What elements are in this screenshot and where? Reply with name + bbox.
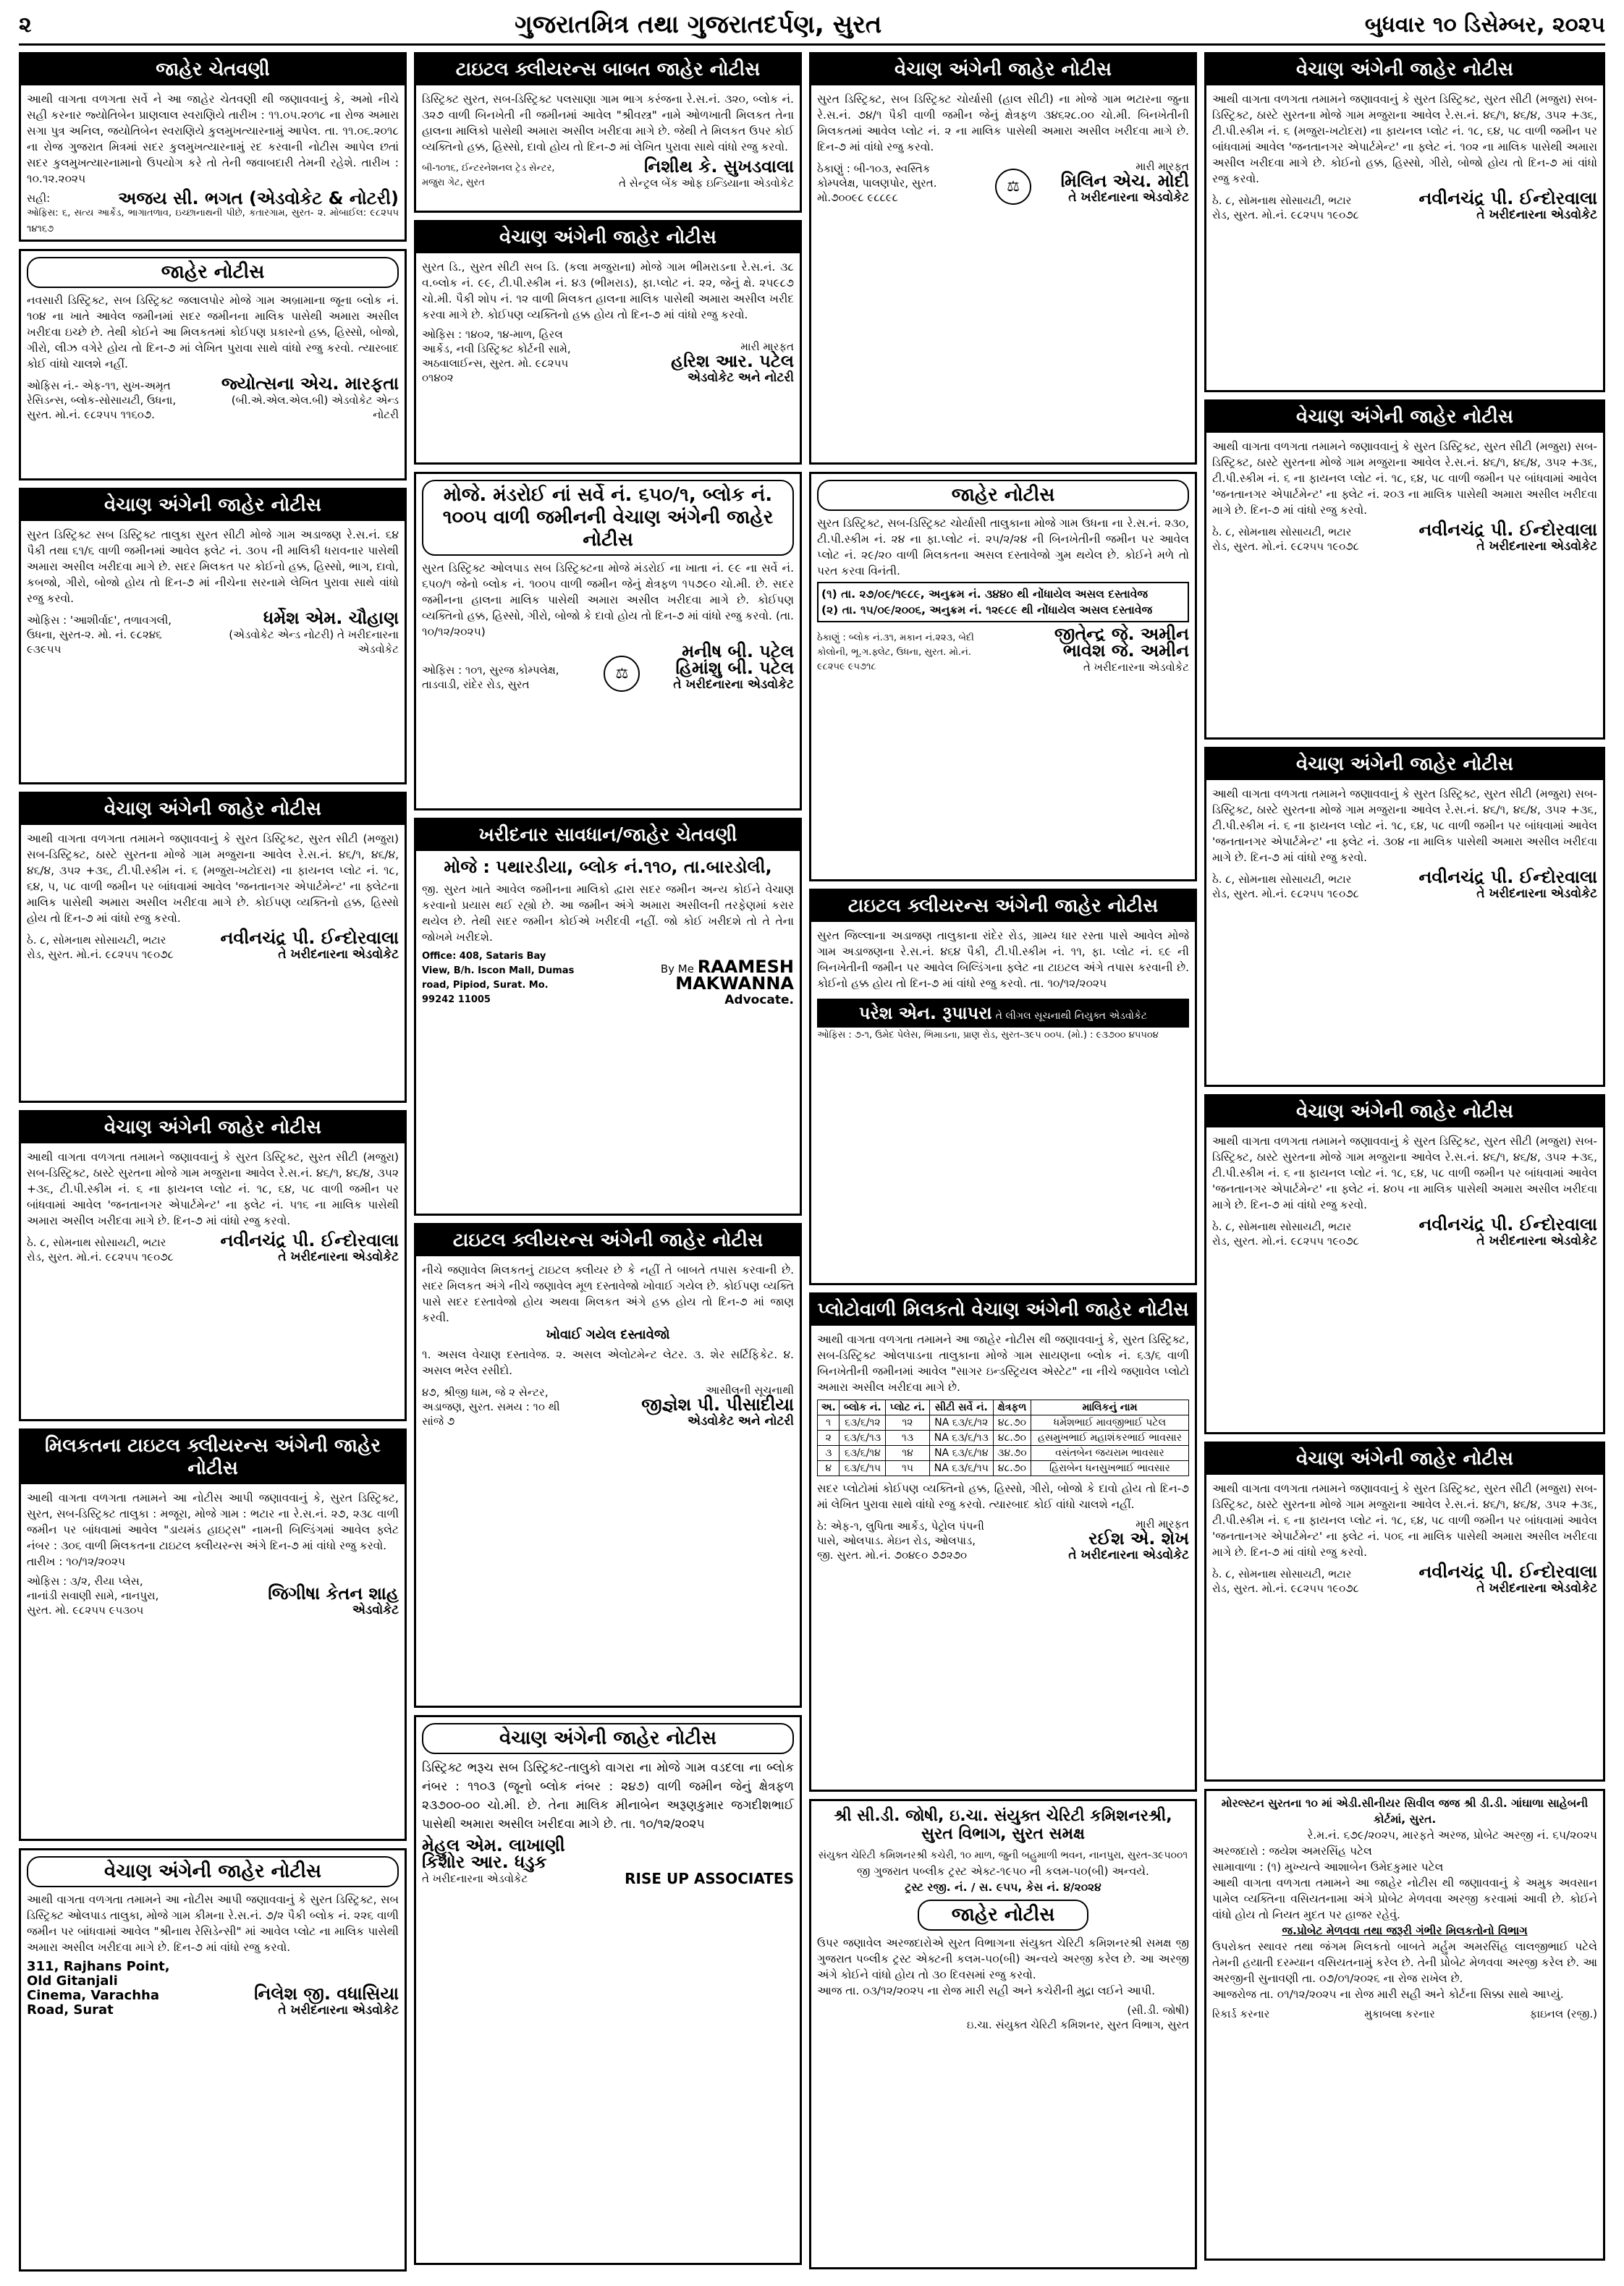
signer-name: ધર્મેશ એમ. ચૌહાણ (263, 608, 399, 628)
office-address: ઓફિસ : 'આશીર્વાદ', તળાવગલી, ઉધના, સુરત-૨. મો. નં. ૯૮૨૪૬ ૯૩૯૫૫ (27, 614, 172, 656)
scales-logo: ⚖ (604, 656, 640, 692)
office-address: ઠે. ૮, સોમનાથ સોસાયટી, ભટાર રોડ, સુરત. મો.નં. ૯૮૨૫૫ ૧૯૦૭૮ (1212, 1567, 1359, 1595)
notice-sale (1204, 1442, 1605, 1782)
notice-body: ડિસ્ટ્રિક્ટ ભરૂચ સબ ડિસ્ટ્રિક્ટ-તાલુકો વાગરા ના મોજે ગામ વડદલા ના બ્લોક નંબર : ૧૧૦૩ (જૂનો બ્લોક નંબર : ૨૪૭) વાળી જમીન જેનું ક્ષેત્રફળ ૨૩૭૦૦-૦૦ ચો.મી. છે. તેના માલિક મીનાબેન અરૂણકુમાર જગદીશભાઈ પાસેથી અમારા અસીલ ખરીદવા માગે છે. તા. ૧૦/૧૨/૨૦૨૫ (422, 1761, 794, 1832)
signer-name: જિગીષા કેતન શાહ (268, 1583, 399, 1604)
notice-title: જાહેર નોટીસ (817, 480, 1189, 511)
table-cell: ૧૨ (886, 1415, 929, 1431)
notice-sale (19, 1848, 407, 2272)
notice-body: જી. સુરત ખાતે આવેલ જમીનના માલિકો દ્વારા સદર જમીન અન્ય કોઈને વેચાણ કરવાનો પ્રયાસ થઈ રહ્યો છે. આ જમીન અંગે અમારા અસીલની તરફેણમાં કરાર થયેલ છે. તેથી સદર જમીન કોઈએ ખરીદવી નહીં. જો કોઈ ખરીદશે તો તે તેના જોખમે ખરીદશે. (422, 883, 794, 944)
signer-role: એડવોકેટ અને નોટરી (688, 1414, 794, 1428)
signer-name: નવીનચંદ્ર પી. ઈન્દોરવાલા (1418, 1562, 1597, 1582)
signer-role: તે ખરીદનારના એડવોકેટ (1476, 1234, 1597, 1248)
notice-title: વેચાણ અંગેની જાહેર નોટીસ (1206, 1444, 1603, 1475)
table-cell: ૬૩/૬/૧૪ (840, 1446, 886, 1461)
signer-role: તે સેન્ટ્રલ બેંક ઓફ ઇન્ડિયાના એડવોકેટ (618, 177, 794, 190)
footer-mid: મુકાબલા કરનાર (1364, 2007, 1435, 2020)
notice-public (809, 472, 1197, 881)
office-address: ઠેકાણું : બ્લોક નં.૩૧, મકાન નં.૨૨૩, બેદી કોલોની, ભૂ.ગ.ફ્લેટ, ઉધના, સુરત. મો.નં. ૯૮૨૫૯ ૯૫૭૧૮ (817, 632, 974, 672)
signer-name: મિલિન એચ. મોદી (1060, 171, 1189, 191)
signer-name: પરેશ એન. રૂપાપરા (858, 1003, 992, 1023)
lost-docs-list: ૧. અસલ વેચાણ દસ્તાવેજ. ૨. અસલ એલોટમેન્ટ લેટર. ૩. શેર સર્ટિફિકેટ. ૪. અસલ ભરેલ રસીદો. (422, 1348, 794, 1377)
signer-role: ઇ.ચા. સંયુક્ત ચેરિટી કમિશનર, સુરત વિભાગ, સુરત (966, 2018, 1189, 2031)
notice-body: સુરત જિલ્લાના અડાજણ તાલુકાના રાંદેર રોડ, ગ્રામ્ય ધાર રસ્તા પાસે આવેલ મોજે ગામ અડાજણના રે.સ.નં. ૪૬૪ પૈકી, ટી.પી.સ્કીમ નં. ૧૧, ફા. પ્લોટ નં. ૬૯ ની બિનખેતીની જમીન પર આવેલ બિલ્ડિંગના ફ્લેટ ના ટાઇટલ અંગે તપાસ કરવાની છે. કોઈનો હક્ક હોય તો દિન-૭ માં વાંધો રજુ કરવો. તા. ૧૦/૧૨/૨૦૨૫ (817, 929, 1189, 990)
notice-title-clearance (414, 1223, 802, 1708)
section-title: જ.પ્રોબેટ મેળવવા તથા જરૂરી ગંભીર મિલકતોનો વિભાગ (1282, 1924, 1528, 1937)
table-cell: ૬૩/૬/૧૩ (840, 1431, 886, 1446)
notice-body: આથી વાગતા વળગતા તમામને આ જાહેર નોટીસ થી જણાવવાનું કે અમુક અવસાન પામેલ વ્યક્તિના વસિયતનામા અંગે પ્રોબેટ મેળવવા અરજી કરવામાં આવી છે. કોઈને વાંધો હોય તો નિયત મુદત પર હાજર રહેવું. (1212, 1876, 1597, 1921)
signer-name: રઈશ એ. શેખ (1088, 1528, 1189, 1549)
notice-body: આથી વાગતા વળગતા તમામને જણાવવાનું કે સુરત ડિસ્ટ્રિક્ટ, સુરત સીટી (મજુરા) સબ-ડિસ્ટ્રિક્ટ, ઠાસ્ટે સુરતના મોજે ગામ મજુરાના આવેલ રે.સ.નં. ૪૬/૧, ૪૬/૪, ૩૫૨ +૩૬, ટી.પી.સ્કીમ નં. ૬ ના ફાયનલ પ્લોટ નં. ૧૮, ૬૪, ૫૮ વાળી જમીન પર બાંધવામાં આવેલ 'જનતાનગર એપાર્ટમેન્ટ' ના ફ્લેટ નં. ૩૦૪ ના માલિક પાસેથી અમારા અસીલ ખરીદવા માગે છે. દિન-૭ માં વાંધો રજુ કરવો. (1212, 787, 1597, 864)
notice-public-warning (19, 52, 407, 242)
signer-role: Advocate. (724, 993, 794, 1007)
signer-role: તે ખરીદનારના એડવોકેટ (422, 1872, 528, 1885)
table-cell: ૩ (818, 1446, 840, 1461)
signer-name-2: ભાવેશ જે. અમીન (1062, 640, 1189, 661)
notice-sale (1204, 52, 1605, 392)
signer-prefix: આસીલની સૂચનાથી (706, 1384, 794, 1397)
table-cell: ૪૮.૭૦ (993, 1461, 1031, 1476)
issue-date: બુધવાર ૧૦ ડિસેમ્બર, ૨૦૨૫ (1364, 12, 1605, 38)
lost-docs-title: ખોવાઈ ગયેલ દસ્તાવેજો (546, 1327, 670, 1342)
notice-sale (1204, 747, 1605, 1087)
table-row (818, 1415, 1189, 1431)
applicant: અરજદારો : જયેશ અમરસિંહ પટેલ (1212, 1845, 1372, 1858)
table-cell: NA ૬૩/૬/૧૩ (929, 1431, 993, 1446)
respondent: સામાવાળા : (૧) મુખ્યત્વે આશાબેન ઉમેદકુમાર પટેલ (1212, 1860, 1444, 1874)
footer-right: ફાઇનલ (રજી.) (1529, 2007, 1597, 2020)
column-3 (809, 52, 1197, 2277)
signer-name: અજય સી. ભગત (એડવોકેટ & નોટરી) (118, 188, 399, 208)
notice-title: જાહેર ચેતવણી (21, 54, 405, 85)
notice-title: ટાઇટલ ક્લીયરન્સ અંગેની જાહેર નોટીસ (416, 1225, 800, 1256)
signer-role: તે ખરીદનારના એડવોકેટ (1476, 1581, 1597, 1596)
notice-date: આજરોજ તા. ૦૧/૧૨/૨૦૨૫ ના રોજ મારી સહી અને કોર્ટના સિક્કા સાથે આપ્યું. (1212, 1988, 1564, 2001)
office-address: ઠે. ૮, સોમનાથ સોસાયટી, ભટાર રોડ, સુરત. મો.નં. ૯૮૨૫૫ ૧૯૦૭૮ (27, 1236, 174, 1263)
company-logo: RISE UP ASSOCIATES (625, 1870, 794, 1887)
notice-plots-sale (809, 1292, 1197, 1792)
notice-body: નીચે જણાવેલ મિલકતનું ટાઇટલ ક્લીયર છે કે નહીં તે બાબતે તપાસ કરવાની છે. સદર મિલકત અંગે નીચે જણાવેલ મૂળ દસ્તાવેજો ખોવાઈ ગયેલ છે. કોઈપણ વ્યક્તિ પાસે સદર દસ્તાવેજો હોય અથવા મિલકત અંગે હક્ક હોય તો દિન-૭ માં જાણ કરવી. (422, 1263, 794, 1324)
signer-role: તે ખરીદનારના એડવોકેટ (1068, 190, 1189, 205)
signer-role: તે ખરીદનારના એડવોકેટ (1476, 886, 1597, 901)
notice-sale (19, 792, 407, 1103)
notice-sale (19, 1110, 407, 1421)
table-row (818, 1446, 1189, 1461)
signer-role: એડવોકેટ અને નોટરી (688, 371, 794, 385)
signer-name: જીજ્ઞેશ પી. પીસાદીયા (641, 1394, 794, 1415)
lost-doc-1: (૧) તા. ૨૭/૦૯/૧૯૮૯, અનુક્રમ નં. ૩૪૪૦ થી નોંધાયેલ અસલ દસ્તાવેજ (821, 588, 1149, 601)
signer-name: (સી.ડી. જોષી) (1127, 2004, 1189, 2017)
page-number: ૨ (19, 12, 32, 38)
notice-title: મિલકતના ટાઇટલ ક્લીયરન્સ અંગેની જાહેર નોટીસ (21, 1431, 405, 1484)
notice-body: આથી વાગતા વળગતા તમામને આ જાહેર નોટીસ થી જણાવવાનું કે, સુરત ડિસ્ટ્રિક્ટ, સબ-ડિસ્ટ્રિક્ટ ઓલપાડના તાલુકાના મોજે ગામ સાયણના બ્લોક નં. ૬૩/૬ વાળી બિનખેતીની જમીનમાં આવેલ "સાગર ઇન્ડસ્ટ્રિયલ એસ્ટેટ" ના નીચે જણાવેલ પ્લોટો અમારા અસીલ ખરીદવા માગે છે. (817, 1333, 1189, 1394)
notice-title: વેચાણ અંગેની જાહેર નોટીસ (422, 1723, 794, 1754)
notice-body: આથી વાગતા વળગતા તમામને જણાવવાનું કે સુરત ડિસ્ટ્રિક્ટ, સુરત સીટી (મજુરા) સબ-ડિસ્ટ્રિક્ટ, ઠાસ્ટે સુરતના મોજે ગામ મજુરાના આવેલ રે.સ.નં. ૪૬/૧, ૪૬/૪, ૩૫૨ +૩૬, ટી.પી.સ્કીમ નં. ૬ ના ફાયનલ પ્લોટ નં. ૧૮, ૬૪, ૫૮ વાળી જમીન પર બાંધવામાં આવેલ 'જનતાનગર એપાર્ટમેન્ટ' ના ફ્લેટ નં. ૫૧૬ ના માલિક પાસેથી અમારા અસીલ ખરીદવા માગે છે. દિન-૭ માં વાંધો રજુ કરવો. (27, 1151, 399, 1227)
notice-title-clearance (414, 52, 802, 213)
notice-title: ટાઇટલ ક્લીયરન્સ અંગેની જાહેર નોટીસ (811, 891, 1195, 922)
signer-name: હરિશ આર. પટેલ (671, 351, 794, 371)
notice-title: વેચાણ અંગેની જાહેર નોટીસ (1206, 1096, 1603, 1127)
notice-body: સુરત ડિસ્ટ્રિક્ટ સબ ડિસ્ટ્રિક્ટ તાલુકા સુરત સીટી મોજે ગામ અડાજણ રે.સ.નં. ૬૪ પૈકી તથા ૬૧/૬ વાળી જમીનમાં આવેલ ફ્લેટ નં. ૩૦૫ ની માલિકી ધરાવનાર પાસેથી અમારા અસીલ ખરીદવા માગે છે. સદર મિલકત પર કોઈનો હક્ક, હિસ્સો, ભાગ, દાવો, કબજો, ગીરો, બોજો હોય તો દિન-૭ માં નીચેના સરનામે લેખિત પુરાવા સાથે વાંધો રજુ કરવો. (27, 528, 399, 605)
signer-prefix: મારી મારફત (1135, 1517, 1189, 1531)
notice-body: આથી વાગતા વળગતા તમામને જણાવવાનું કે સુરત ડિસ્ટ્રિક્ટ, સુરત સીટી (મજુરા) સબ-ડિસ્ટ્રિક્ટ, ઠાસ્ટે સુરતના મોજે ગામ મજુરાના આવેલ રે.સ.નં. ૪૬/૧, ૪૬/૪, ૩૫૨ +૩૬, ટી.પી.સ્કીમ નં. ૬ ના ફાયનલ પ્લોટ નં. ૧૮, ૬૪, ૫૮ વાળી જમીન પર બાંધવામાં આવેલ 'જનતાનગર એપાર્ટમેન્ટ' ના ફ્લેટ નં. ૨૦૩ ના માલિક પાસેથી અમારા અસીલ ખરીદવા માગે છે. દિન-૭ માં વાંધો રજુ કરવો. (1212, 440, 1597, 517)
notice-body: સુરત ડિસ્ટ્રિક્ટ, સબ-ડિસ્ટ્રિક્ટ ચોર્યાસી તાલુકાના મોજે ગામ ઉધના ના રે.સ.નં. ૨૩૦, ટી.પી.સ્કીમ નં. ૨૪ ના ફા.પ્લોટ નં. ૨૫/૨/૨૪ ની બિનખેતીની જમીન પર આવેલ પ્લોટ નં. ૨૯/૨૦ વાળી મિલકતના અસલ દસ્તાવેજો ગુમ થયેલ છે. કોઈને મળે તો પરત કરવા વિનંતી. (817, 517, 1189, 577)
notice-date: આજ તા. ૦૩/૧૨/૨૦૨૫ ના રોજ મારી સહી અને કચેરીની મુદ્રા લઈને આપી. (817, 1984, 1156, 1997)
notice-title: વેચાણ અંગેની જાહેર નોટીસ (811, 54, 1195, 85)
column-header: માલિકનું નામ (1031, 1400, 1188, 1415)
notice-title: વેચાણ અંગેની જાહેર નોટીસ (1206, 749, 1603, 780)
signer-role: તે ખરીદનારના એડવોકેટ (1068, 1548, 1189, 1562)
notice-body: આથી વાગતા વળગતા સર્વે ને આ જાહેર ચેતવણી થી જણાવવાનું કે, અમો નીચે સહી કરનાર જ્યોતિબેન પ્રાણલાલ સ્વરાણિયે તારીખ : ૧૧.૦૫.૨૦૧૮ ના રોજ અમારા સગા પુત્ર અનિલ, જયોતિબેન સ્વરાણિયે કુલમુખત્યારનામું આપેલ. તા. ૧૧.૦૬.૨૦૧૮ ના રોજ ગુજરાત મિત્રમાં સદર કુલમુખત્યારનામું રદ કરવાની નોટીસ આપેલ છતાં સદર કુલમુખત્યારનામાનો ઉપયોગ કરે તો તેની જવાબદારી તેમની રહેશે. તારીખ : ૧૦.૧૨.૨૦૨૫ (27, 93, 399, 185)
paper-title: ગુજરાતમિત્ર તથા ગુજરાતદર્પણ, સુરત (515, 10, 882, 39)
notice-body: ઉપર જણાવેલ અરજદારોએ સુરત વિભાગના સંયુક્ત ચેરિટી કમિશનરશ્રી સમક્ષ જી ગુજરાત પબ્લીક ટ્રસ્ટ એક્ટની કલમ-૫૦(બી) અન્વયે અરજી કરેલ છે. આ અરજી અંગે કોઈને વાંધો હોય તો ૩૦ દિવસમાં રજુ કરવો. (817, 1936, 1189, 1981)
signer-name: RAAMESH MAKWANNA (675, 957, 794, 994)
signer-role: (બી.એ.એલ.એલ.બી) એડવોકેટ એન્ડ નોટરી (231, 394, 399, 421)
notice-body: આથી વાગતા વળગતા તમામને જણાવવાનું કે સુરત ડિસ્ટ્રિક્ટ, સુરત સીટી (મજુરા) સબ-ડિસ્ટ્રિક્ટ, ઠાસ્ટે સુરતના મોજે ગામ મજુરાના આવેલ રે.સ.નં. ૪૬/૧, ૪૬/૪, ૪૬/૪, ૩૫૨ +૩૬, ટી.પી.સ્કીમ નં. ૬ (મજુરા-ખટોદરા) ના ફાયનલ પ્લોટ નં. ૧૮, ૬૪, ૫, ૫૮ વાળી જમીન પર બાંધવામાં આવેલ 'જનતાનગર એપાર્ટમેન્ટ' ના ફ્લેટના માલિક પાસેથી અમારા અસીલ ખરીદવા માગે છે. કોઈપણ વ્યક્તિનો હક્ક, હિસ્સો હોય તો દિન-૭ માં વાંધો રજુ કરવો. (27, 832, 399, 925)
notice-title: શ્રી સી.ડી. જોષી, ઇ.ચા. સંયુક્ત ચેરિટી કમિશનરશ્રી, સુરત વિભાગ, સુરત સમક્ષ (834, 1807, 1172, 1843)
notice-title: જાહેર નોટીસ (27, 257, 399, 288)
table-cell: વસંતબેન જયરામ ભાવસાર (1031, 1446, 1188, 1461)
table-cell: હિરાબેન ધનસુખભાઈ ભાવસાર (1031, 1461, 1188, 1476)
signer-role: (એડવોકેટ એન્ડ નોટરી) તે ખરીદનારના એડવોકેટ (229, 628, 399, 656)
table-cell: ૪૮.૭૦ (993, 1415, 1031, 1431)
notice-body-2: ઉપરોક્ત સ્થાવર તથા જંગમ મિલકતો બાબતે મર્હુમ અમરસિંહ લાલજીભાઈ પટેલે તેમની હયાતી દરમ્યાન વસિયતનામું કરેલ છે. તેની પ્રોબેટ મેળવવા અરજી કરેલ છે. આ અરજીની સુનાવણી તા. ૦૭/૦૧/૨૦૨૬ ના રોજ રાખેલ છે. (1212, 1940, 1597, 1985)
scales-logo: ⚖ (995, 169, 1031, 205)
table-cell: NA ૬૩/૬/૧૨ (929, 1415, 993, 1431)
table-cell: ૧૪ (886, 1446, 929, 1461)
office-address: ઓફિસ : ૭-૧, ઉમેદ પેલેસ, ભિમાડના, પ્રાણ રોડ, સુરત-૩૯૫ ૦૦૫. (મો.) : ૯૩૭૦૦ ૪૫૫૦૪ (817, 1030, 1159, 1041)
footer-left: રિકાર્ડ કરનાર (1212, 2007, 1270, 2020)
signer-name: નિશીથ કે. સુખડવાલા (643, 156, 794, 177)
table-cell: ૬૩/૬/૧૨ (840, 1415, 886, 1431)
notice-body: આથી વાગતા વળગતા તમામને આ નોટીસ આપી જણાવવાનું કે, સુરત ડિસ્ટ્રિક્ટ, સુરત, સબ-ડિસ્ટ્રિક્ટ તાલુકા : મજૂરા, મોજે ગામ : ભટાર ના રે.સ.નં. ૨૭, ૨૩૮ વાળી જમીન પર બાંધવામાં આવેલ "ડાયમંડ હાઇટ્સ" નામની બિલ્ડિંગમાં આવેલ ફ્લેટ નંબર : ૩૦૬ વાળી મિલકતના ટાઇટલ ક્લીયરન્સ અંગે દિન-૭ માં વાંધો રજુ કરવો. (27, 1491, 399, 1552)
signer-role: તે ખરીદનારના એડવોકેટ (673, 677, 794, 692)
notice-title: વેચાણ અંગેની જાહેર નોટીસ (1206, 54, 1603, 85)
notice-body-2: સદર પ્લોટોમાં કોઈપણ વ્યક્તિનો હક્ક, હિસ્સો, ગીરો, બોજો કે દાવો હોય તો દિન-૭ માં લેખિત પુરાવા સાથે વાંધો રજુ કરવો. ત્યારબાદ કોઈ વાંધો ચાલશે નહીં. (817, 1482, 1189, 1511)
office-address: ઠે. ૮, સોમનાથ સોસાયટી, ભટાર રોડ, સુરત. મો.નં. ૯૮૨૫૫ ૧૯૦૭૮ (27, 934, 174, 961)
signer-prefix: By Me (660, 962, 694, 975)
notice-charity-commissioner (809, 1799, 1197, 2269)
case-number: રે.મ.નં. ૬૭૯/૨૦૨૫, મારફતે અરજ, પ્રોબેટ અરજી નં. ૬૫/૨૦૨૫ (1307, 1829, 1597, 1842)
table-header-row (818, 1400, 1189, 1415)
notice-sale (1204, 1094, 1605, 1434)
notice-date: તારીખ : ૧૦/૧૨/૨૦૨૫ (27, 1555, 126, 1568)
office-address: ઓફિસ નં.- એફ-૧૧, સુખ-અમૃત રેસિડન્સ, બ્લોક-સોસાયટી, ઉધના, સુરત. મો.નં. ૯૮૨૫૫ ૧૧૬૦૭. (27, 379, 177, 421)
table-cell: ૩૪.૭૦ (993, 1446, 1031, 1461)
table-cell: ૪ (818, 1461, 840, 1476)
column-1 (19, 52, 407, 2279)
signer-role: તે ખરીદનારના એડવોકેટ (278, 2003, 399, 2018)
office-address: ઓફિસ: ૬, સત્ય આર્કેડ, ભાગાતળાવ, ઇચ્છાનાથની પીછે, કતારગામ, સુરત- ૨. મોબાઈલ: ૯૮૨૫૫ ૧૪૧૬૭ (27, 208, 399, 234)
lost-docs-list (817, 582, 1189, 622)
notice-title: પ્લોટોવાળી મિલકતો વેચાણ અંગેની જાહેર નોટીસ (811, 1295, 1195, 1326)
signer-role: એડવોકેટ (352, 1603, 399, 1617)
table-cell: હસમુખભાઈ મહાશંકરભાઈ ભાવસાર (1031, 1431, 1188, 1446)
signer-name: નિલેશ જી. વધાસિયા (254, 1984, 399, 2004)
lost-doc-2: (૨) તા. ૧૫/૦૯/૨૦૦૬, અનુક્રમ નં. ૧૨૯૮૯ થી નોંધાયેલ અસલ દસ્તાવેજ (821, 604, 1153, 617)
signer-prefix: મારી મારફત (740, 340, 794, 353)
notice-title: મોજે. મંડરોઈ નાં સર્વે નં. ૬૫૦/૧, બ્લોક નં. ૧૦૦૫ વાળી જમીનની વેચાણ અંગેની જાહેર નોટીસ (422, 480, 794, 556)
court-heading: મોરલ્સ્ટન સુરતના ૧૦ માં એડી.સીનીયર સિવીલ જજ શ્રી ડી.ડી. ગાંઘાળા સાહેબની કોર્ટમાં, સુરત. (1221, 1797, 1589, 1826)
notice-title: વેચાણ અંગેની જાહેર નોટીસ (416, 222, 800, 253)
column-4 (1204, 52, 1605, 2268)
signer-name: નવીનચંદ્ર પી. ઈન્દોરવાલા (1418, 188, 1597, 208)
plots-table (817, 1400, 1189, 1476)
signer-name-2: કિશોર આર. ધડુક (422, 1852, 547, 1872)
table-cell: ૨ (818, 1431, 840, 1446)
table-cell: ધર્મેશભાઈ માવજીભાઈ પટેલ (1031, 1415, 1188, 1431)
notice-sale (414, 1715, 802, 2265)
office-address: ઠે. ૮, સોમનાથ સોસાયટી, ભટાર રોડ, સુરત. મો.નં. ૯૮૨૫૫ ૧૯૦૭૮ (1212, 1220, 1359, 1248)
notice-land-sale (414, 472, 802, 810)
column-header: અ. (818, 1400, 840, 1415)
notice-title: વેચાણ અંગેની જાહેર નોટીસ (1206, 402, 1603, 433)
office-address: ઠેકાણું : બી-૧૦૩, સ્વસ્તિક કોમ્પલેક્ષ, પાલણપોર, સુરત. મો.૭૦૦૯૮ ૯૮૮૯૮ (817, 162, 937, 204)
column-header: ક્ષેત્રફળ (993, 1400, 1031, 1415)
signer-name: જ્યોત્સના એચ. મારફતા (221, 373, 399, 394)
notice-title-clearance (809, 889, 1197, 1285)
office-address: ઠે. ૮, સોમનાથ સોસાયટી, ભટાર રોડ, સુરત. મો.નં. ૯૮૨૫૫ ૧૯૦૭૮ (1212, 525, 1359, 553)
signer-role: તે ખરીદનારના એડવોકેટ (278, 947, 399, 962)
act-reference: જી ગુજરાત પબ્લીક ટ્રસ્ટ એક્ટ-૧૯૫૦ ની કલમ-૫૦(બી) અન્વયે. (857, 1865, 1149, 1878)
table-cell: NA ૬૩/૬/૧૪ (929, 1446, 993, 1461)
notice-body: આથી વાગતા વળગતા તમામને આ નોટીસ આપી જણાવવાનું કે સુરત ડિસ્ટ્રિક્ટ, સબ ડિસ્ટ્રિક્ટ ઓલપાડ તાલુકા, મોજે ગામ કીમના રે.સ.નં. ૭/૨ પૈકી બ્લોક નં. ૨૨૬ વાળી જમીન પર બાંધવામાં આવેલ "શ્રીનાથ રેસિડેન્સી" માં આવેલ પ્લોટ ના માલિક પાસેથી અમારા અસીલ ખરીદવા માગે છે. દિન-૭ માં વાંધો રજુ કરવો. (27, 1893, 399, 1954)
signer-name: મેહુલ એમ. લાખાણી (422, 1835, 565, 1855)
office-address: Office: 408, Sataris Bay View, B/h. Iscon Mall, Dumas road, Pipiod, Surat. Mo. 99242 11005 (422, 951, 575, 1005)
notice-title: વેચાણ અંગેની જાહેર નોટીસ (21, 490, 405, 521)
case-number: ટ્રસ્ટ રજી. નં. / સ. ૯૫૫, કેસ નં. ૪/૨૦૨૪ (905, 1881, 1101, 1894)
office-address: ૪૭, શ્રીજી ધામ, જે ૨ સેન્ટર, અડાજણ, સુરત. સમય : ૧૦ થી સાંજે ૭ (422, 1386, 560, 1428)
office-address: ઓફિસ : ૧૪૦૨, ૧૪-માળ, હિરલ આર્કેડ, નવી ડિસ્ટ્રિક્ટ કોર્ટની સામે, અઠવાલાઈન્સ, સુરત. મો. ૯૮૨૫૫ ૦૧૪૦૨ (422, 328, 571, 384)
signer-role: તે ખરીદનારના એડવોકેટ (1476, 208, 1597, 222)
office-address: ઓફિસ : ૧૦૧, સુરજ કોમ્પલેક્ષ, તાડવાડી, રાંદેર રોડ, સુરત (422, 664, 559, 691)
signer-name: નવીનચંદ્ર પી. ઈન્દોરવાલા (220, 928, 399, 948)
table-cell: ૬૩/૬/૧૫ (840, 1461, 886, 1476)
notice-title: વેચાણ અંગેની જાહેર નોટીસ (27, 1856, 399, 1887)
notice-title: ખરીદનાર સાવધાન/જાહેર ચેતવણી (416, 820, 800, 851)
notice-title: વેચાણ અંગેની જાહેર નોટીસ (21, 794, 405, 825)
signer-name: નવીનચંદ્ર પી. ઈન્દોરવાલા (1418, 1214, 1597, 1235)
column-header: સીટી સર્વે નં. (929, 1400, 993, 1415)
signer-role: તે ખરીદનારના એડવોકેટ (1083, 661, 1189, 674)
notice-sale (414, 220, 802, 465)
office-subhead: સંયુક્ત ચેરિટી કમિશનરશ્રી કચેરી, ૧૦ માળ, જુની બહુમાળી ભવન, નાનપુરા, સુરત-૩૯૫૦૦૧ (818, 1850, 1188, 1861)
signer-name: મનીષ બી. પટેલ (682, 641, 794, 661)
notice-title: વેચાણ અંગેની જાહેર નોટીસ (21, 1112, 405, 1143)
column-2 (414, 52, 802, 2272)
table-cell: ૧૫ (886, 1461, 929, 1476)
table-cell: NA ૬૩/૬/૧૫ (929, 1461, 993, 1476)
table-cell: ૧૩ (886, 1431, 929, 1446)
table-cell: ૪૮.૭૦ (993, 1431, 1031, 1446)
notice-body: સુરત ડિ., સુરત સીટી સબ ડિ. (કલા મજુરાના) મોજે ગામ ભીમરાડના રે.સ.નં. ૩૮ વ.બ્લોક નં. ૯૯, ટી.પી.સ્કીમ નં. ૪૩ (ભીમરાડ), ફા.પ્લોટ નં. ૨૨, જેનું ક્ષે. ૨૫૯૮૭ ચો.મી. પૈકી શોપ નં. ૧૨ વાળી મિલકત હાલના માલિક પાસેથી અમારા અસીલ ખરીદ કરવા માગે છે. કોઈપણ વ્યક્તિનો હક્ક હોય તો દિન-૭ માં વાંધો રજુ કરવો. (422, 261, 794, 321)
notice-body: સુરત ડિસ્ટ્રિક્ટ, સબ ડિસ્ટ્રિક્ટ ચોર્યાસી (હાલ સીટી) ના મોજે ગામ ભટારના જુના રે.સ.નં. ૭૪/૧ પૈકી વાળી જમીન જેનું ક્ષેત્રફળ ૩૪૬૨૮.૦૦ ચો.મી. બિનખેતીની મિલકતમાં આવેલ પ્લોટ નં. ૨ ના માલિક પાસેથી અમારા અસીલ ખરીદવા માગે છે. દિન-૭ માં વાંધો રજુ કરવો. (817, 93, 1189, 153)
office-address: ઠે. ૮, સોમનાથ સોસાયટી, ભટાર રોડ, સુરત. મો.નં. ૯૮૨૫૫ ૧૯૦૭૮ (1212, 873, 1359, 900)
signer-role: તે ખરીદનારના એડવોકેટ (1476, 539, 1597, 554)
signer-name-2: હિમાંશુ બી. પટેલ (675, 658, 794, 678)
public-notice-label: જાહેર નોટીસ (918, 1900, 1088, 1931)
office-address: ઠે. ૮, સોમનાથ સોસાયટી, ભટાર રોડ, સુરત. મો.નં. ૯૮૨૫૫ ૧૯૦૭૮ (1212, 194, 1359, 221)
notice-title-clearance (19, 1428, 407, 1841)
column-header: બ્લોક નં. (840, 1400, 886, 1415)
notice-court-probate (1204, 1789, 1605, 2261)
office-address: ઓફિસ : ૩/૨, રીયા પ્લેસ, નાનાંડી સવાણી સામે, નાનપુરા, સુરત. મો. ૯૮૨૫૫ ૯૫૩૦૫ (27, 1575, 159, 1617)
office-address: 311, Rajhans Point, Old Gitanjali Cinema, Varachha Road, Surat (27, 1959, 170, 2018)
table-row (818, 1461, 1189, 1476)
signer-role: તે લીગલ સૂચનાથી નિયુક્ત એડવોકેટ (995, 1010, 1148, 1022)
table-cell: ૧ (818, 1415, 840, 1431)
notice-buyer-warning (414, 818, 802, 1216)
notice-title: ટાઇટલ ક્લીયરન્સ બાબત જાહેર નોટીસ (416, 54, 800, 85)
notice-body: આથી વાગતા વળગતા તમામને જણાવવાનું કે સુરત ડિસ્ટ્રિક્ટ, સુરત સીટી (મજુરા) સબ-ડિસ્ટ્રિક્ટ, ઠાસ્ટે સુરતના મોજે ગામ મજુરાના આવેલ રે.સ.નં. ૪૬/૧, ૪૬/૪, ૩૫૨ +૩૬, ટી.પી.સ્કીમ નં. ૬ (મજુરા-ખટોદરા) ના ફાયનલ પ્લોટ નં. ૧૮, ૬૪, ૫૮ વાળી જમીન પર બાંધવામાં આવેલ 'જનતાનગર એપાર્ટમેન્ટ' ના ફ્લેટ નં. ૧૦૨ ના માલિક પાસેથી અમારા અસીલ ખરીદવા માગે છે. કોઈનો હક્ક, હિસ્સો, ગીરો, બોજો હોય તો દિન-૭ માં વાંધો રજુ કરવો. (1212, 93, 1597, 185)
notice-subtitle: મોજે : પથારડીયા, બ્લોક નં.૧૧૦, તા.બારડોલી, (444, 857, 772, 877)
signer-role: તે ખરીદનારના એડવોકેટ (278, 1250, 399, 1264)
signer-prefix: મારી મારફત (1135, 160, 1189, 173)
column-header: પ્લોટ નં. (886, 1400, 929, 1415)
notice-body: આથી વાગતા વળગતા તમામને જણાવવાનું કે સુરત ડિસ્ટ્રિક્ટ, સુરત સીટી (મજુરા) સબ-ડિસ્ટ્રિક્ટ, ઠાસ્ટે સુરતના મોજે ગામ મજુરાના આવેલ રે.સ.નં. ૪૬/૧, ૪૬/૪, ૩૫૨ +૩૬, ટી.પી.સ્કીમ નં. ૬ ના ફાયનલ પ્લોટ નં. ૧૮, ૬૪, ૫૮ વાળી જમીન પર બાંધવામાં આવેલ 'જનતાનગર એપાર્ટમેન્ટ' ના ફ્લેટ નં. ૫૦૬ ના માલિક પાસેથી અમારા અસીલ ખરીદવા માગે છે. દિન-૭ માં વાંધો રજુ કરવો. (1212, 1482, 1597, 1559)
signer-label: સહી: (27, 192, 51, 205)
notice-body: આથી વાગતા વળગતા તમામને જણાવવાનું કે સુરત ડિસ્ટ્રિક્ટ, સુરત સીટી (મજુરા) સબ-ડિસ્ટ્રિક્ટ, ઠાસ્ટે સુરતના મોજે ગામ મજુરાના આવેલ રે.સ.નં. ૪૬/૧, ૪૬/૪, ૩૫૨ +૩૬, ટી.પી.સ્કીમ નં. ૬ ના ફાયનલ પ્લોટ નં. ૧૮, ૬૪, ૫૮ વાળી જમીન પર બાંધવામાં આવેલ 'જનતાનગર એપાર્ટમેન્ટ' ના ફ્લેટ નં. ૪૦૫ ના માલિક પાસેથી અમારા અસીલ ખરીદવા માગે છે. દિન-૭ માં વાંધો રજુ કરવો. (1212, 1135, 1597, 1211)
notice-body: ડિસ્ટ્રિક્ટ સુરત, સબ-ડિસ્ટ્રિક્ટ પલસાણા ગામ ભાગ કરંજના રે.સ.નં. ૩૨૦, બ્લોક નં. ૩૨૭ વાળી બિનખેતી ની જમીનમાં આવેલ "શ્રીવસ્ત્ર" નામે ઓળખાતી મિલકત તેના હાલના માલિકો પાસેથી અમારા અસીલ ખરીદવા માગે છે. જેથી તે મિલકત ઉપર કોઈ વ્યક્તિનો હક્ક, હિસ્સો, દાવો હોય તો દિન-૭ માં લેખિત પુરાવા સાથે વાંધો રજુ કરવો. (422, 93, 794, 153)
signer-name: નવીનચંદ્ર પી. ઈન્દોરવાલા (1418, 520, 1597, 540)
signer-name: નવીનચંદ્ર પી. ઈન્દોરવાલા (1418, 867, 1597, 887)
notice-body: નવસારી ડિસ્ટ્રિક્ટ, સબ ડિસ્ટ્રિક્ટ જલાલપોર મોજે ગામ અબ્રામાના જૂના બ્લોક નં. ૧૦૪ ના ખાતે આવેલ જમીનમાં સદર જમીનના માલિક પાસેથી અમારા અસીલ ખરીદવા ઇચ્છે છે. તેથી કોઈને આ મિલકતમાં કોઈપણ પ્રકારનો હક્ક, હિસ્સો, બોજો, ગીરો, લીઝ વગેરે હોય તો દિન-૭ માં લેખિત પુરાવા સાથે વાંધો રજુ કરવો. ત્યારબાદ કોઈ વાંધો ચાલશે નહીં. (27, 294, 399, 371)
office-address: બી-૧૦૧૬, ઈન્ટરનેશનલ ટ્રેડ સેન્ટર, મજુરા ગેટ, સુરત (422, 163, 555, 188)
notice-public (19, 249, 407, 481)
notice-body: સુરત ડિસ્ટ્રિક્ટ ઓલપાડ સબ ડિસ્ટ્રિક્ટના મોજે મંડરોઈ ના ખાતા નં. ૯૯ ના સર્વે નં. ૬૫૦/૧ જેનો બ્લોક નં. ૧૦૦૫ વાળી જમીન જેનું ક્ષેત્રફળ ૧૫૭૯૦ ચો.મી. છે. સદર જમીનના હાલના માલિક પાસેથી અમારા અસીલ ખરીદવા માગે છે. કોઈપણ વ્યક્તિનો હક્ક, હિસ્સો, ગીરો, બોજો કે દાવો હોય તો દિન-૭ માં વાંધો રજુ કરવો. (તા. ૧૦/૧૨/૨૦૨૫) (422, 562, 794, 638)
office-address: ઠે: એફ-૧, લુપિતા આર્કેડ, પેટ્રોલ પંપની પાસે, ઓલપાડ. મેઇન રોડ, ઓલપાડ, જી. સુરત. મો.નં. ૭૦૪૯૦ ૭૭૨૭૦ (817, 1520, 984, 1562)
notice-sale (19, 488, 407, 784)
notice-sale (809, 52, 1197, 465)
masthead (19, 6, 1605, 46)
notice-sale (1204, 399, 1605, 740)
signer-name: નવીનચંદ્ર પી. ઈન્દોરવાલા (220, 1230, 399, 1250)
table-row (818, 1431, 1189, 1446)
signer-name: જીતેન્દ્ર જે. અમીન (1054, 624, 1189, 644)
